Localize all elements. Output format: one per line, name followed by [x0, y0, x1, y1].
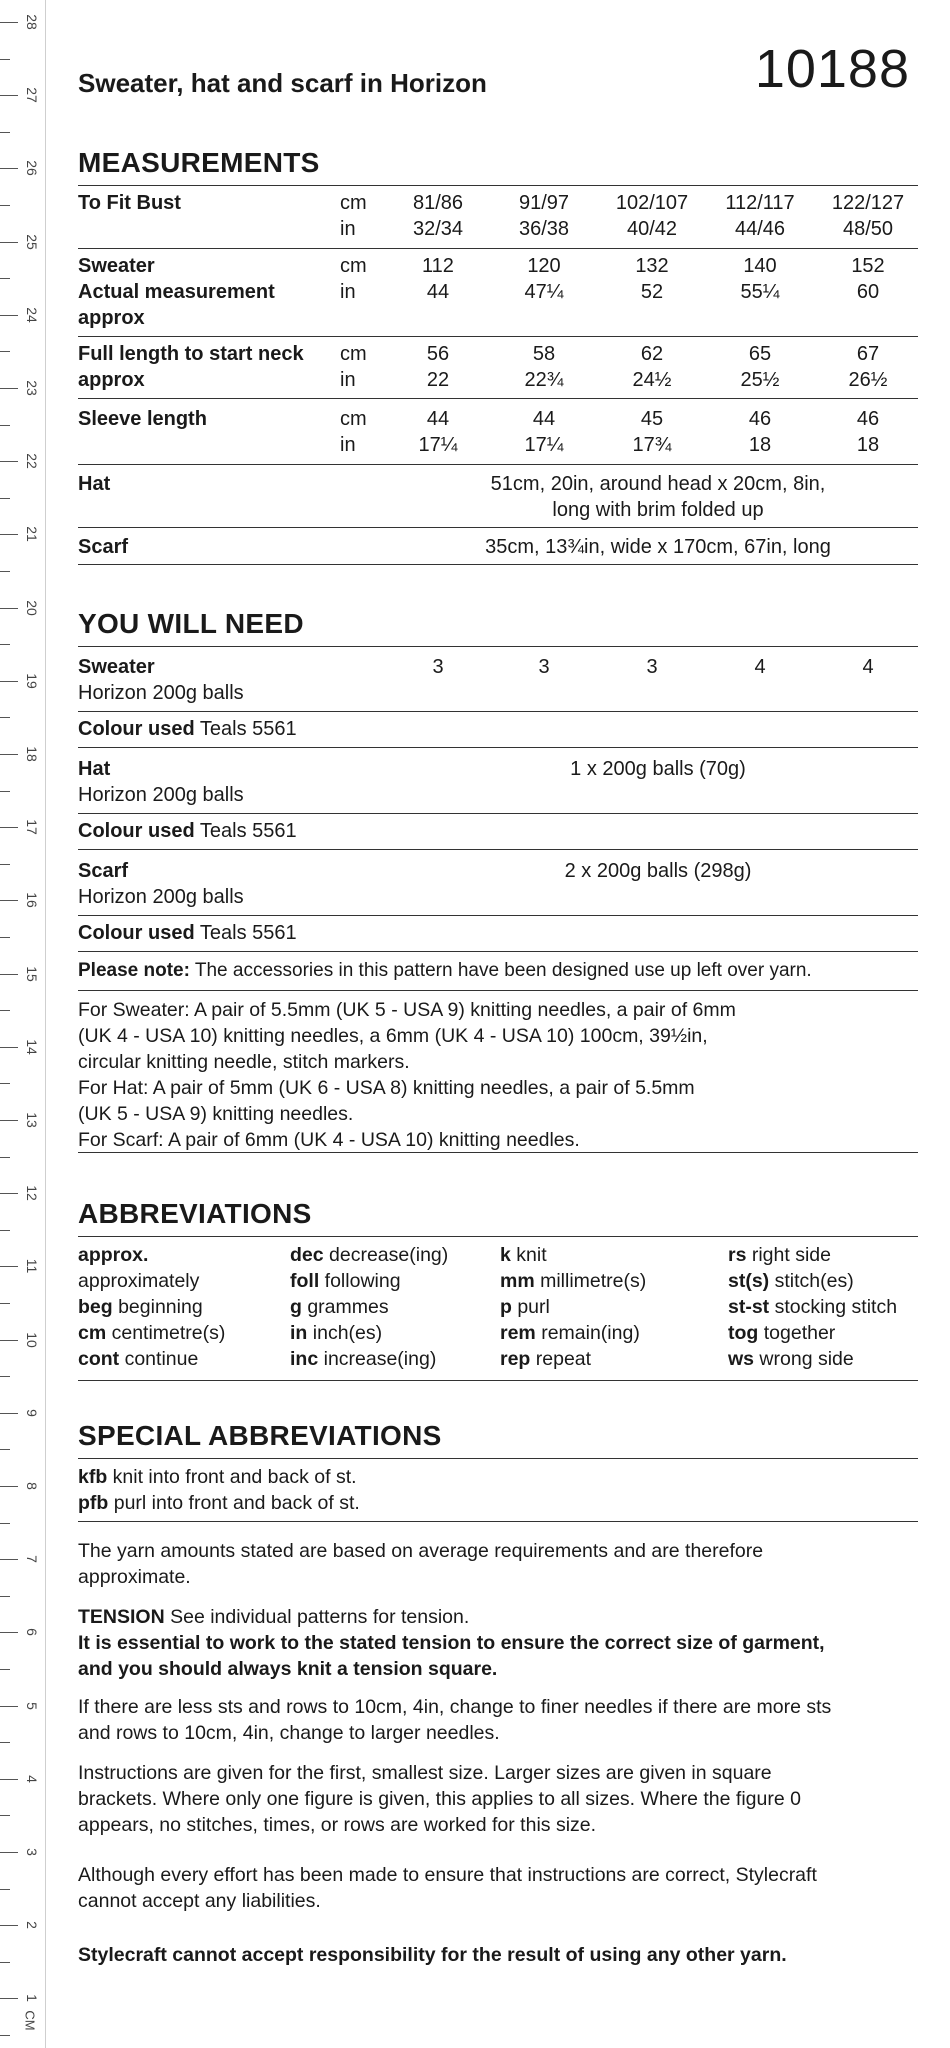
abbreviation-item: g grammes — [290, 1296, 389, 1318]
abbreviations-column — [78, 1242, 225, 1372]
abbreviation-item: tog together — [728, 1322, 836, 1344]
abbreviations-heading: ABBREVIATIONS — [78, 1198, 312, 1229]
value-cell: 24½ — [632, 369, 672, 391]
ruler-minor-tick — [0, 1523, 10, 1524]
divider — [78, 711, 918, 712]
value-cell: 17¼ — [418, 434, 458, 456]
sweater-yarn-label: Sweater — [78, 656, 155, 678]
ruler-minor-tick — [0, 2035, 10, 2036]
abbreviation-item: rem remain(ing) — [500, 1322, 640, 1344]
ruler-number: 22 — [24, 453, 40, 469]
ruler-tick — [0, 1706, 18, 1707]
ruler-tick — [0, 974, 18, 975]
value-cell: 47¼ — [524, 281, 564, 303]
ruler-minor-tick — [0, 1376, 10, 1377]
value-cell: 140 — [743, 255, 777, 277]
sweater-yarn-row — [78, 654, 918, 680]
abbreviation-item: approx. — [78, 1244, 149, 1266]
ruler-minor-tick — [0, 1157, 10, 1158]
value-cell: 55¼ — [740, 281, 780, 303]
sweater-yarn-sub — [78, 680, 918, 706]
special-abbreviations-heading: SPECIAL ABBREVIATIONS — [78, 1420, 442, 1451]
divider — [78, 646, 918, 647]
value-cell: 26½ — [848, 369, 888, 391]
ruler-tick — [0, 1120, 18, 1121]
colour-used-hat — [78, 820, 297, 843]
ruler-minor-tick — [0, 791, 10, 792]
scarf-measurement: 35cm, 13¾in, wide x 170cm, 67in, long — [485, 536, 831, 558]
needle-size-note: If there are less sts and rows to 10cm, 4in, change to finer needles if there are more sts and rows to 10cm, 4in, change to larger needles. — [78, 1696, 832, 1744]
scarf-yarn-amount: 2 x 200g balls (298g) — [564, 860, 752, 882]
value-cell: 17¼ — [524, 434, 564, 456]
approx-label: approx — [78, 307, 145, 329]
hat-yarn-row — [78, 756, 918, 782]
abbreviations-column — [500, 1242, 646, 1372]
measurements-heading: MEASUREMENTS — [78, 147, 320, 178]
ruler-number: 20 — [24, 599, 40, 616]
value-cell: 112 — [422, 255, 454, 277]
abbreviations-grid — [78, 1242, 918, 1377]
special-abbreviation-item: kfb knit into front and back of st. — [78, 1466, 357, 1488]
abbreviation-item: in inch(es) — [290, 1322, 383, 1344]
ruler-tick — [0, 681, 18, 682]
ruler-number: 18 — [24, 746, 40, 762]
ruler-tick — [0, 388, 18, 389]
ruler-number: 24 — [24, 307, 40, 323]
value-cell: 22 — [426, 369, 450, 391]
needles-line: For Hat: A pair of 5mm (UK 6 - USA 8) knitting needles, a pair of 5.5mm — [78, 1077, 695, 1099]
needles-line: (UK 5 - USA 9) knitting needles. — [78, 1103, 354, 1125]
abbreviation-item: inc increase(ing) — [290, 1348, 437, 1370]
approx-label: approx — [78, 369, 145, 391]
value-cell: 112/117 — [725, 192, 795, 214]
tension-label: TENSION — [78, 1606, 165, 1628]
ruler-minor-tick — [0, 644, 10, 645]
liability-note: Although every effort has been made to ensure that instructions are correct, Stylecraft cannot accept any liabilities. — [78, 1864, 817, 1912]
abbreviation-item: foll following — [290, 1270, 401, 1292]
ruler-number: 8 — [24, 1482, 40, 1490]
yarn-amounts-note: The yarn amounts stated are based on average requirements and are therefore approximate. — [78, 1540, 764, 1588]
divider — [78, 564, 918, 565]
abbreviation-item: k knit — [500, 1244, 547, 1266]
unit-cm: cm — [340, 255, 367, 277]
ruler-unit: CM — [22, 2010, 38, 2031]
unit-cm: cm — [340, 192, 367, 214]
divider — [78, 849, 918, 850]
ruler-number: 15 — [24, 965, 40, 982]
colour-used-label: Colour used — [78, 718, 195, 740]
ruler-number: 9 — [24, 1408, 40, 1417]
needles-line: For Scarf: A pair of 6mm (UK 4 - USA 10) knitting needles. — [78, 1129, 580, 1151]
divider — [78, 248, 918, 249]
unit-in: in — [340, 434, 356, 456]
value-cell: 65 — [748, 343, 772, 365]
ruler-number: 25 — [24, 233, 40, 250]
value-cell: 58 — [532, 343, 556, 365]
ruler-minor-tick — [0, 937, 10, 938]
divider — [78, 336, 918, 337]
abbreviation-item: approximately — [78, 1270, 200, 1292]
ruler-number: 27 — [24, 87, 40, 103]
ruler-tick — [0, 22, 18, 23]
value-cell: 52 — [640, 281, 664, 303]
value-cell: 91/97 — [518, 192, 570, 214]
ruler-tick — [0, 315, 18, 316]
pattern-number: 10188 — [754, 39, 910, 99]
colour-used-scarf — [78, 922, 297, 945]
needles-list — [78, 997, 918, 1153]
header — [78, 30, 918, 110]
ruler-number: 2 — [24, 1921, 40, 1930]
value-cell: 25½ — [740, 369, 780, 391]
ruler-tick — [0, 534, 18, 535]
value-cell: 81/86 — [412, 192, 464, 214]
divider — [78, 747, 918, 748]
colour-used-sweater — [78, 718, 297, 741]
ruler-number: 10 — [24, 1331, 40, 1348]
abbreviation-item: st(s) stitch(es) — [728, 1270, 854, 1292]
hat-label: Hat — [78, 473, 111, 495]
unit-in: in — [340, 369, 356, 391]
ruler-minor-tick — [0, 1083, 10, 1084]
please-note-label: Please note: — [78, 960, 190, 981]
value-cell: 18 — [748, 434, 772, 456]
ruler-number: 26 — [24, 160, 40, 177]
abbreviation-item: st-st stocking stitch — [728, 1296, 898, 1318]
ruler-tick — [0, 827, 18, 828]
ruler-tick — [0, 242, 18, 243]
ruler-number: 4 — [24, 1774, 40, 1783]
ruler-tick — [0, 1047, 18, 1048]
ruler-minor-tick — [0, 1230, 10, 1231]
ruler-tick — [0, 1779, 18, 1780]
ruler-minor-tick — [0, 205, 10, 206]
value-cell: 67 — [856, 343, 880, 365]
value-cell: 32/34 — [412, 218, 464, 240]
colour-value: Teals 5561 — [199, 718, 297, 740]
ruler-tick — [0, 461, 18, 462]
value-cell: 36/38 — [518, 218, 570, 240]
please-note-text: The accessories in this pattern have been designed use up left over yarn. — [189, 960, 812, 981]
other-yarn-note: Stylecraft cannot accept responsibility for the result of using any other yarn. — [78, 1944, 787, 1966]
abbreviation-item: ws wrong side — [728, 1348, 854, 1370]
value-cell: 40/42 — [626, 218, 678, 240]
ruler-tick — [0, 1852, 18, 1853]
abbreviations-column — [290, 1242, 448, 1372]
ruler-tick — [0, 95, 18, 96]
value-cell: 44 — [426, 408, 450, 430]
full-length-label: Full length to start neck — [78, 343, 304, 365]
to-fit-bust-label: To Fit Bust — [78, 192, 181, 214]
ruler-minor-tick — [0, 1962, 10, 1963]
unit-in: in — [340, 218, 356, 240]
ruler-tick — [0, 1998, 18, 1999]
abbreviation-item: rep repeat — [500, 1348, 592, 1370]
ruler-minor-tick — [0, 1669, 10, 1670]
divider — [78, 398, 918, 399]
value-cell: 48/50 — [842, 218, 894, 240]
ruler-minor-tick — [0, 864, 10, 865]
ruler-number: 3 — [24, 1848, 40, 1856]
ruler-number: 17 — [24, 819, 40, 835]
hat-yarn-sub — [78, 782, 918, 808]
unit-in: in — [340, 281, 356, 303]
value-cell: 17¾ — [632, 434, 672, 456]
value-cell: 62 — [640, 343, 664, 365]
abbreviation-item: mm millimetre(s) — [500, 1270, 647, 1292]
divider — [78, 527, 918, 528]
value-cell: 45 — [640, 408, 664, 430]
needles-line: For Sweater: A pair of 5.5mm (UK 5 - USA 9) knitting needles, a pair of 6mm — [78, 999, 736, 1021]
ruler-minor-tick — [0, 132, 10, 133]
needles-line: (UK 4 - USA 10) knitting needles, a 6mm (UK 4 - USA 10) 100cm, 39½in, — [78, 1025, 708, 1047]
ruler-number: 19 — [24, 673, 40, 689]
scarf-yarn-label: Scarf — [78, 860, 129, 882]
hat-measurement-line-1: 51cm, 20in, around head x 20cm, 8in, — [490, 473, 826, 495]
colour-used-label: Colour used — [78, 922, 195, 944]
value-cell: 120 — [527, 255, 561, 277]
ruler-minor-tick — [0, 425, 10, 426]
unit-cm: cm — [340, 408, 367, 430]
ruler-minor-tick — [0, 59, 10, 60]
ruler-minor-tick — [0, 351, 10, 352]
page-title: Sweater, hat and scarf in Horizon — [78, 68, 487, 98]
needles-line: circular knitting needle, stitch markers. — [78, 1051, 410, 1073]
value-cell: 18 — [856, 434, 880, 456]
unit-cm: cm — [340, 343, 367, 365]
abbreviation-item: cont continue — [78, 1348, 199, 1370]
value-cell: 132 — [635, 255, 669, 277]
hat-measurement-line-2: long with brim folded up — [552, 499, 764, 521]
you-will-need-heading: YOU WILL NEED — [78, 608, 304, 639]
ruler-tick — [0, 1632, 18, 1633]
ruler-number: 14 — [24, 1039, 40, 1055]
divider — [78, 990, 918, 991]
ruler-minor-tick — [0, 571, 10, 572]
ruler-number: 16 — [24, 892, 40, 909]
ruler-number: 28 — [24, 14, 40, 30]
scarf-yarn-sub — [78, 884, 918, 910]
divider — [78, 1236, 918, 1237]
ruler-number: 1 — [24, 1994, 40, 2003]
value-cell: 3 — [538, 656, 550, 678]
value-cell: 122/127 — [831, 192, 905, 214]
ruler-number: 7 — [24, 1555, 40, 1564]
abbreviation-item: cm centimetre(s) — [78, 1322, 226, 1344]
value-cell: 56 — [426, 343, 450, 365]
colour-value: Teals 5561 — [199, 820, 297, 842]
value-cell: 3 — [646, 656, 658, 678]
scarf-label: Scarf — [78, 536, 129, 558]
actual-measurement-label: Actual measurement — [78, 281, 275, 303]
ruler-number: 6 — [24, 1628, 40, 1637]
ruler-tick — [0, 1486, 18, 1487]
divider — [78, 464, 918, 465]
divider — [78, 915, 918, 916]
ruler-number: 11 — [24, 1259, 40, 1274]
ruler-number: 21 — [24, 526, 40, 543]
value-cell: 44/46 — [734, 218, 786, 240]
ruler-tick — [0, 1413, 18, 1414]
divider — [78, 951, 918, 952]
special-abbreviations-list — [78, 1464, 918, 1516]
instructions-note: Instructions are given for the first, smallest size. Larger sizes are given in square brackets. Where only one figure is given, this applies to all sizes. Where the figure 0 appears, no stitches, times, or rows are worked for this size. — [78, 1762, 801, 1836]
ruler-minor-tick — [0, 1303, 10, 1304]
value-cell: 152 — [851, 255, 885, 277]
divider — [78, 1152, 918, 1153]
divider — [78, 185, 918, 186]
ruler-tick — [0, 900, 18, 901]
ruler-minor-tick — [0, 1889, 10, 1890]
ruler-minor-tick — [0, 1010, 10, 1011]
ruler-tick — [0, 1925, 18, 1926]
abbreviation-item: dec decrease(ing) — [290, 1244, 449, 1266]
ruler-number: 12 — [24, 1185, 40, 1201]
ruler-tick — [0, 1266, 18, 1267]
value-cell: 3 — [432, 656, 444, 678]
hat-yarn-label: Hat — [78, 758, 111, 780]
ruler-number: 5 — [24, 1701, 40, 1710]
ruler-number: 13 — [24, 1112, 40, 1128]
ruler-minor-tick — [0, 1596, 10, 1597]
colour-value: Teals 5561 — [199, 922, 297, 944]
ruler-number: 23 — [24, 380, 40, 396]
yarn-type: Horizon 200g balls — [78, 886, 244, 908]
abbreviation-item: rs right side — [728, 1244, 831, 1266]
ruler-minor-tick — [0, 1742, 10, 1743]
abbreviations-column — [728, 1242, 897, 1372]
yarn-type: Horizon 200g balls — [78, 682, 244, 704]
ruler-tick — [0, 1340, 18, 1341]
please-note — [78, 958, 918, 984]
ruler-minor-tick — [0, 498, 10, 499]
value-cell: 4 — [754, 656, 766, 678]
sleeve-length-label: Sleeve length — [78, 408, 207, 430]
ruler-tick — [0, 608, 18, 609]
value-cell: 44 — [532, 408, 556, 430]
divider — [78, 1521, 918, 1522]
ruler-minor-tick — [0, 1815, 10, 1816]
divider — [78, 813, 918, 814]
tension-note: TENSION See individual patterns for tension. It is essential to work to the stated tension to ensure the correct size of garment, and you should always knit a tension square. — [78, 1606, 825, 1680]
yarn-type: Horizon 200g balls — [78, 784, 244, 806]
abbreviation-item: p purl — [500, 1296, 550, 1318]
special-abbreviation-item: pfb purl into front and back of st. — [78, 1492, 360, 1514]
cm-ruler — [0, 0, 46, 2048]
value-cell: 60 — [856, 281, 880, 303]
abbreviation-item: beg beginning — [78, 1296, 203, 1318]
value-cell: 46 — [856, 408, 880, 430]
ruler-minor-tick — [0, 717, 10, 718]
scarf-yarn-row — [78, 858, 918, 884]
ruler-tick — [0, 1559, 18, 1560]
colour-used-label: Colour used — [78, 820, 195, 842]
ruler-tick — [0, 1193, 18, 1194]
sweater-label: Sweater — [78, 255, 155, 277]
ruler-minor-tick — [0, 1449, 10, 1450]
divider — [78, 1458, 918, 1459]
ruler-tick — [0, 754, 18, 755]
ruler-minor-tick — [0, 278, 10, 279]
value-cell: 102/107 — [615, 192, 689, 214]
value-cell: 46 — [748, 408, 772, 430]
value-cell: 4 — [862, 656, 874, 678]
divider — [78, 1380, 918, 1381]
value-cell: 44 — [426, 281, 450, 303]
hat-yarn-amount: 1 x 200g balls (70g) — [570, 758, 746, 780]
value-cell: 22¾ — [524, 369, 564, 391]
ruler-tick — [0, 168, 18, 169]
